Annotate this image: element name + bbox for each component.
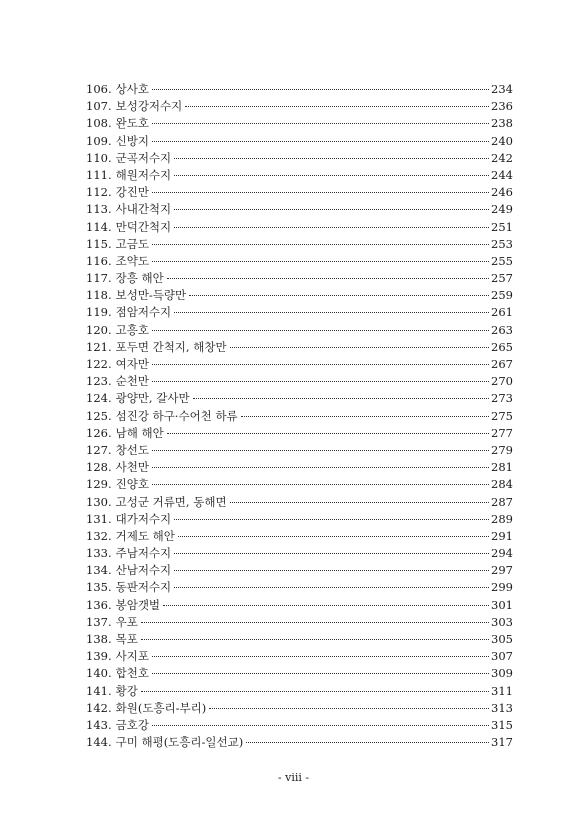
- toc-entry-title: 고흥호: [115, 322, 149, 337]
- toc-entry-page: 246: [491, 185, 513, 200]
- toc-entry-title: 장흥 해안: [115, 271, 164, 286]
- toc-entry-page: 265: [491, 339, 513, 354]
- toc-entry-page: 238: [491, 116, 513, 131]
- toc-entry-page: 261: [491, 305, 513, 320]
- toc-dot-leader: [141, 691, 489, 692]
- toc-dot-leader: [152, 725, 489, 726]
- toc-entry[interactable]: [86, 545, 513, 562]
- toc-dot-leader: [152, 656, 489, 657]
- toc-entry-number: 121.: [86, 339, 112, 354]
- toc-entry-number: 127.: [86, 442, 112, 457]
- toc-dot-leader: [152, 467, 489, 468]
- toc-entry[interactable]: [86, 150, 513, 167]
- toc-entry-number: 123.: [86, 374, 112, 389]
- toc-entry-page: 244: [491, 167, 513, 182]
- toc-entry-number: 122.: [86, 357, 112, 371]
- toc-entry-title: 진양호: [115, 477, 149, 492]
- toc-dot-leader: [230, 502, 489, 503]
- toc-entry[interactable]: [86, 219, 513, 236]
- toc-entry[interactable]: [86, 700, 513, 717]
- toc-entry[interactable]: [86, 133, 513, 150]
- toc-dot-leader: [174, 175, 489, 176]
- toc-dot-leader: [152, 673, 489, 674]
- toc-dot-leader: [152, 123, 489, 124]
- toc-entry-number: 144.: [86, 735, 112, 750]
- table-of-contents: [86, 81, 513, 751]
- toc-entry[interactable]: [86, 201, 513, 218]
- toc-entry[interactable]: [86, 717, 513, 734]
- toc-entry-number: 131.: [86, 511, 112, 526]
- toc-entry-title: 남해 해안: [115, 425, 164, 440]
- toc-entry-page: 277: [491, 425, 513, 440]
- toc-entry-number: 140.: [86, 666, 112, 681]
- toc-entry-title: 조약도: [115, 253, 149, 268]
- toc-entry-title: 만덕간척지: [115, 219, 172, 234]
- toc-entry-title: 보성만-득량만: [115, 288, 187, 303]
- toc-entry[interactable]: [86, 304, 513, 321]
- toc-entry-page: 317: [491, 735, 513, 750]
- toc-entry[interactable]: [86, 614, 513, 631]
- toc-entry-number: 116.: [86, 253, 112, 268]
- toc-entry-number: 138.: [86, 632, 112, 646]
- toc-dot-leader: [174, 158, 489, 159]
- toc-entry-title: 고금도: [115, 236, 149, 251]
- toc-entry-title: 상사호: [115, 82, 149, 96]
- toc-entry-page: 287: [491, 494, 513, 509]
- toc-dot-leader: [174, 553, 489, 554]
- toc-entry[interactable]: [86, 253, 513, 270]
- toc-entry-page: 294: [491, 546, 513, 561]
- toc-entry-page: 315: [491, 717, 513, 732]
- toc-entry-number: 132.: [86, 528, 112, 543]
- toc-entry[interactable]: [86, 339, 513, 356]
- toc-entry-number: 107.: [86, 99, 112, 114]
- toc-entry[interactable]: [86, 115, 513, 132]
- toc-entry-page: 311: [491, 683, 513, 698]
- toc-entry-number: 115.: [86, 236, 112, 251]
- toc-entry-page: 255: [491, 253, 513, 268]
- toc-entry[interactable]: [86, 270, 513, 287]
- toc-entry-number: 112.: [86, 185, 112, 200]
- toc-entry[interactable]: [86, 648, 513, 665]
- toc-entry-number: 130.: [86, 494, 112, 509]
- toc-entry-number: 128.: [86, 460, 112, 475]
- toc-entry-title: 광양만, 갈사만: [115, 391, 190, 406]
- toc-dot-leader: [141, 622, 489, 623]
- toc-entry-title: 사지포: [115, 649, 149, 664]
- toc-entry[interactable]: [86, 562, 513, 579]
- toc-entry-page: 305: [491, 632, 513, 646]
- toc-dot-leader: [152, 244, 489, 245]
- toc-dot-leader: [174, 312, 489, 313]
- toc-dot-leader: [230, 347, 489, 348]
- toc-entry-page: 257: [491, 271, 513, 286]
- toc-entry-title: 우포: [115, 614, 138, 629]
- toc-dot-leader: [152, 89, 489, 90]
- toc-dot-leader: [167, 433, 489, 434]
- toc-entry[interactable]: [86, 236, 513, 253]
- toc-entry-number: 133.: [86, 546, 112, 561]
- toc-entry-title: 군곡저수지: [115, 150, 172, 165]
- toc-entry[interactable]: [86, 528, 513, 545]
- toc-entry-title: 고성군 거류면, 동해면: [115, 494, 227, 509]
- toc-entry[interactable]: [86, 356, 513, 373]
- toc-entry-page: 279: [491, 442, 513, 457]
- toc-entry-number: 142.: [86, 700, 112, 715]
- toc-entry[interactable]: [86, 322, 513, 339]
- toc-entry-number: 129.: [86, 477, 112, 492]
- toc-dot-leader: [163, 605, 489, 606]
- toc-entry-number: 119.: [86, 305, 112, 320]
- toc-entry[interactable]: [86, 631, 513, 648]
- toc-entry-number: 139.: [86, 649, 112, 664]
- toc-entry-page: 240: [491, 133, 513, 148]
- toc-entry-number: 124.: [86, 391, 112, 406]
- toc-dot-leader: [152, 364, 489, 365]
- toc-entry[interactable]: [86, 184, 513, 201]
- toc-entry[interactable]: [86, 167, 513, 184]
- toc-entry[interactable]: [86, 494, 513, 511]
- toc-entry-number: 113.: [86, 202, 112, 217]
- toc-entry-number: 125.: [86, 408, 112, 423]
- toc-entry-title: 여자만: [115, 357, 149, 371]
- toc-entry-number: 106.: [86, 82, 112, 96]
- toc-entry-title: 화원(도흥리-부리): [115, 700, 207, 715]
- toc-entry-page: 313: [491, 700, 513, 715]
- toc-entry-title: 포두면 간척지, 해창만: [115, 339, 227, 354]
- toc-entry-page: 301: [491, 597, 513, 612]
- toc-dot-leader: [174, 519, 489, 520]
- toc-entry[interactable]: [86, 287, 513, 304]
- toc-entry-page: 270: [491, 374, 513, 389]
- toc-entry-number: 137.: [86, 614, 112, 629]
- toc-entry[interactable]: [86, 734, 513, 751]
- toc-dot-leader: [209, 708, 489, 709]
- toc-entry-page: 297: [491, 563, 513, 578]
- toc-entry-page: 289: [491, 511, 513, 526]
- toc-entry-number: 120.: [86, 322, 112, 337]
- toc-dot-leader: [152, 484, 489, 485]
- toc-dot-leader: [174, 587, 489, 588]
- toc-entry-page: 259: [491, 288, 513, 303]
- toc-entry-title: 금호강: [115, 717, 149, 732]
- toc-entry-title: 해원저수지: [115, 167, 172, 182]
- toc-entry[interactable]: [86, 597, 513, 614]
- toc-entry-number: 117.: [86, 271, 112, 286]
- toc-dot-leader: [189, 295, 489, 296]
- toc-entry-page: 273: [491, 391, 513, 406]
- toc-entry-title: 봉암갯벌: [115, 597, 161, 612]
- toc-entry-page: 236: [491, 99, 513, 114]
- toc-entry-number: 135.: [86, 580, 112, 595]
- toc-dot-leader: [152, 261, 489, 262]
- toc-entry-page: 267: [491, 357, 513, 371]
- toc-entry-number: 110.: [86, 150, 112, 165]
- toc-entry-page: 281: [491, 460, 513, 475]
- toc-entry[interactable]: [86, 665, 513, 682]
- toc-entry-page: 303: [491, 614, 513, 629]
- toc-entry-title: 산남저수지: [115, 563, 172, 578]
- toc-entry[interactable]: [86, 373, 513, 390]
- toc-entry-page: 309: [491, 666, 513, 681]
- toc-entry-page: 291: [491, 528, 513, 543]
- toc-entry[interactable]: [86, 408, 513, 425]
- toc-entry[interactable]: [86, 390, 513, 407]
- toc-entry-title: 창선도: [115, 442, 149, 457]
- toc-entry-number: 114.: [86, 219, 112, 234]
- toc-entry-title: 동판저수지: [115, 580, 172, 595]
- toc-entry-page: 249: [491, 202, 513, 217]
- toc-dot-leader: [178, 536, 489, 537]
- toc-entry-title: 보성강저수지: [115, 99, 183, 114]
- toc-entry-page: 253: [491, 236, 513, 251]
- toc-entry[interactable]: [86, 683, 513, 700]
- toc-entry[interactable]: [86, 442, 513, 459]
- toc-entry-title: 사천만: [115, 460, 149, 475]
- toc-entry-title: 황강: [115, 683, 138, 698]
- toc-dot-leader: [241, 416, 489, 417]
- toc-entry-number: 136.: [86, 597, 112, 612]
- toc-entry-page: 275: [491, 408, 513, 423]
- toc-entry-page: 234: [491, 82, 513, 96]
- toc-entry-page: 299: [491, 580, 513, 595]
- toc-dot-leader: [185, 106, 489, 107]
- toc-dot-leader: [152, 381, 489, 382]
- toc-entry-number: 126.: [86, 425, 112, 440]
- toc-entry-title: 사내간척지: [115, 202, 172, 217]
- toc-dot-leader: [174, 227, 489, 228]
- toc-entry-title: 대가저수지: [115, 511, 172, 526]
- toc-entry-page: 263: [491, 322, 513, 337]
- toc-entry[interactable]: [86, 98, 513, 115]
- toc-entry-title: 순천만: [115, 374, 149, 389]
- toc-entry-title: 완도호: [115, 116, 149, 131]
- toc-entry[interactable]: [86, 476, 513, 493]
- toc-dot-leader: [246, 742, 489, 743]
- toc-entry-title: 점암저수지: [115, 305, 172, 320]
- toc-dot-leader: [152, 192, 489, 193]
- toc-entry-number: 108.: [86, 116, 112, 131]
- toc-entry-title: 강진만: [115, 185, 149, 200]
- toc-entry-title: 주남저수지: [115, 546, 172, 561]
- toc-entry-number: 134.: [86, 563, 112, 578]
- toc-entry-title: 목포: [115, 632, 138, 646]
- toc-entry[interactable]: [86, 511, 513, 528]
- toc-dot-leader: [141, 639, 489, 640]
- toc-dot-leader: [152, 450, 489, 451]
- toc-entry-title: 구미 해평(도흥리-일선교): [115, 735, 244, 750]
- toc-entry[interactable]: [86, 81, 513, 98]
- page-number: - viii -: [277, 771, 310, 784]
- toc-entry-page: 251: [491, 219, 513, 234]
- toc-entry-title: 섬진강 하구·수어천 하류: [115, 408, 238, 423]
- toc-entry-page: 307: [491, 649, 513, 664]
- toc-entry-number: 111.: [86, 167, 112, 182]
- toc-entry-number: 109.: [86, 133, 112, 148]
- toc-entry[interactable]: [86, 459, 513, 476]
- toc-dot-leader: [152, 141, 489, 142]
- toc-entry-title: 신방지: [115, 133, 149, 148]
- toc-entry-number: 143.: [86, 717, 112, 732]
- toc-entry-number: 118.: [86, 288, 112, 303]
- toc-dot-leader: [152, 330, 489, 331]
- toc-dot-leader: [167, 278, 489, 279]
- toc-entry-page: 284: [491, 477, 513, 492]
- toc-dot-leader: [174, 570, 489, 571]
- toc-list: [86, 81, 513, 751]
- toc-dot-leader: [174, 209, 489, 210]
- toc-entry-number: 141.: [86, 683, 112, 698]
- toc-entry-title: 거제도 해안: [115, 528, 175, 543]
- toc-dot-leader: [193, 398, 489, 399]
- toc-entry-page: 242: [491, 150, 513, 165]
- toc-entry[interactable]: [86, 425, 513, 442]
- toc-entry-title: 합천호: [115, 666, 149, 681]
- toc-entry[interactable]: [86, 579, 513, 596]
